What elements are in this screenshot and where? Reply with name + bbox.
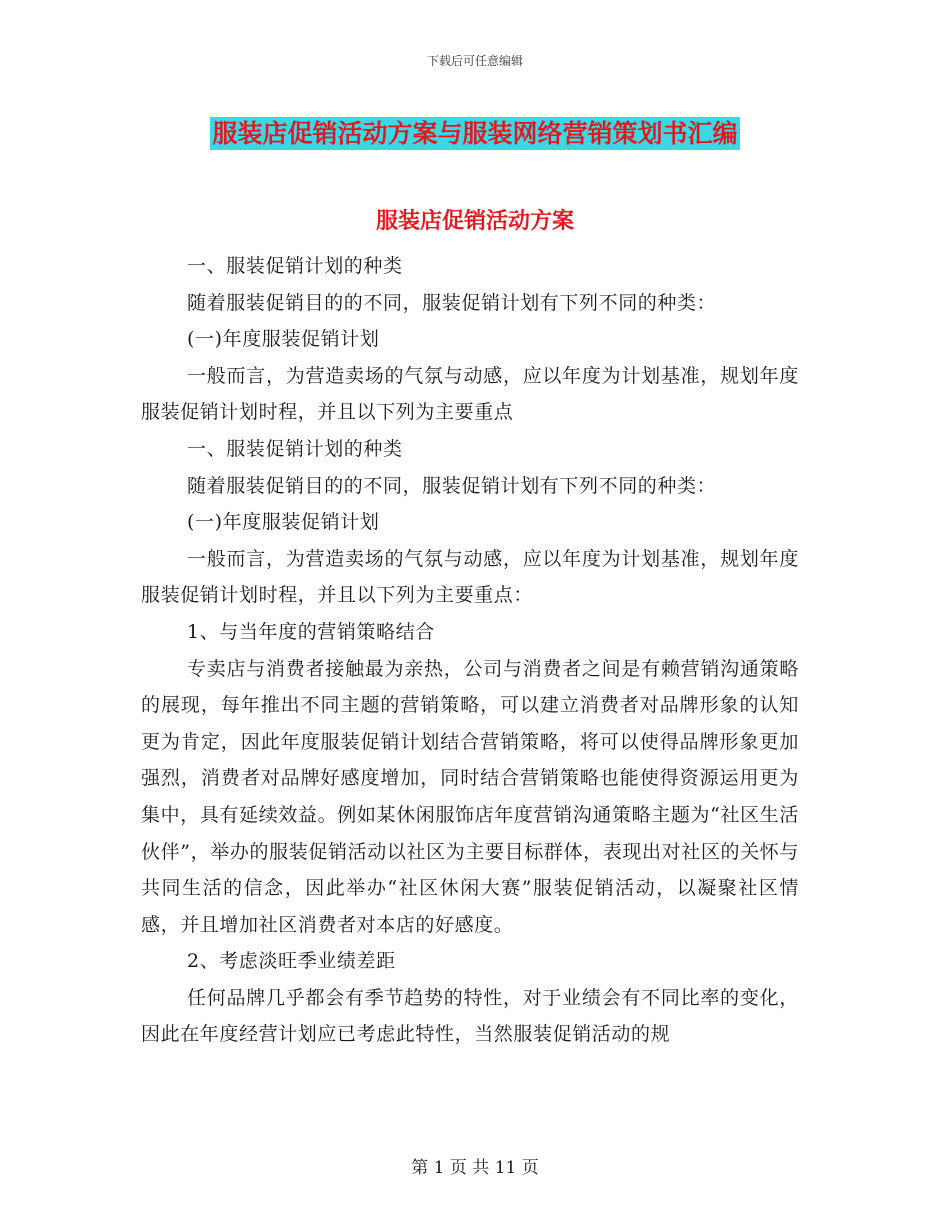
document-title-text: 服装店促销活动方案与服装网络营销策划书汇编 (212, 119, 738, 148)
body-text (141, 248, 799, 1053)
paragraph: 任何品牌几乎都会有季节趋势的特性，对于业绩会有不同比率的变化，因此在年度经营计划应已考虑此特性，当然服装促销活动的规 (141, 986, 799, 1046)
paragraph: 随着服装促销目的的不同，服装促销计划有下列不同的种类： (187, 474, 717, 497)
paragraph: 一般而言，为营造卖场的气氛与动感，应以年度为计划基准，规划年度服装促销计划时程，并且以下列为主要重点： (141, 547, 799, 607)
document-title (0, 114, 950, 150)
paragraph: 专卖店与消费者接触最为亲热，公司与消费者之间是有赖营销沟通策略的展现，每年推出不同主题的营销策略，可以建立消费者对品牌形象的认知更为肯定，因此年度服装促销计划结合营销策略，将可以使得品牌形象更加强烈，消费者对品牌好感度增加，同时结合营销策略也能使得资源运用更为集中，具有延续效益。例如某休闲服饰店年度营销沟通策略主题为“社区生活伙伴”，举办的服装促销活动以社区为主要目标群体，表现出对社区的关怀与共同生活的信念，因此举办“社区休闲大赛”服装促销活动，以凝聚社区情感，并且增加社区消费者对本店的好感度。 (141, 657, 799, 936)
paragraph: 一、服装促销计划的种类 (187, 437, 403, 460)
header-note: 下载后可任意编辑 (426, 54, 523, 68)
paragraph: 1、与当年度的营销策略结合 (187, 620, 435, 643)
paragraph: 一、服装促销计划的种类 (187, 255, 403, 277)
page-number-footer: 第 1 页 共 11 页 (411, 1158, 539, 1178)
paragraph: 随着服装促销目的的不同，服装促销计划有下列不同的种类： (187, 291, 717, 314)
paragraph: (一)年度服装促销计划 (187, 328, 380, 351)
paragraph: 一般而言，为营造卖场的气氛与动感，应以年度为计划基准，规划年度服装促销计划时程，并且以下列为主要重点 (141, 364, 799, 424)
paragraph: (一)年度服装促销计划 (187, 511, 380, 534)
paragraph: 2、考虑淡旺季业绩差距 (187, 950, 396, 973)
section-title: 服装店促销活动方案 (375, 209, 574, 234)
